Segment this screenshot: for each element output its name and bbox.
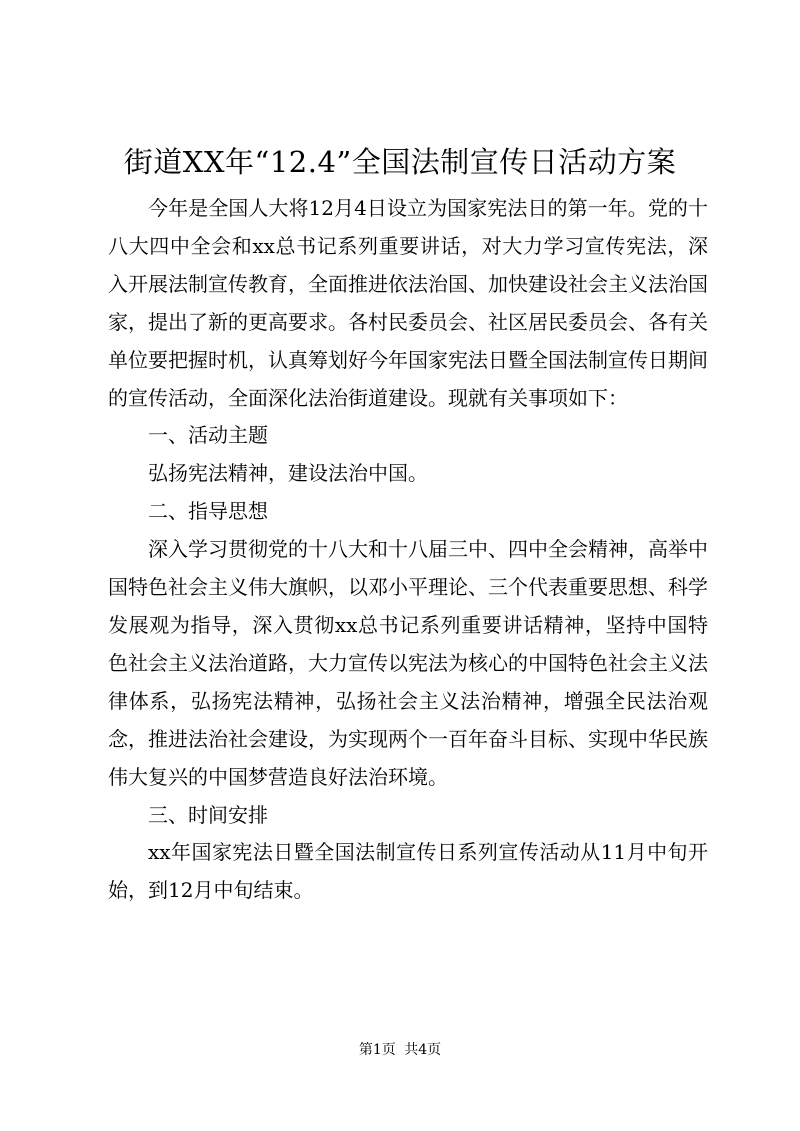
intro-paragraph: 今年是全国人大将12月4日设立为国家宪法日的第一年。党的十八大四中全会和xx总书记系列重要讲话，对大力学习宣传宪法，深入开展法制宣传教育，全面推进依法治国、加快建设社会主义法治国家，提出了新的更高要求。各村民委员会、社区居民委员会、各有关单位要把握时机，认真筹划好今年国家宪法日暨全国法制宣传日期间的宣传活动，全面深化法治街道建设。现就有关事项如下： [108,196,708,410]
page-total: 共4页 [404,1042,442,1058]
page-number: 第1页 [358,1042,396,1058]
theme-paragraph: 弘扬宪法精神，建设法治中国。 [148,461,428,486]
page-footer [0,1040,800,1060]
document-body [108,190,708,910]
section-heading-theme: 一、活动主题 [148,423,268,448]
guiding-ideology-paragraph: 深入学习贯彻党的十八大和十八届三中、四中全会精神，高举中国特色社会主义伟大旗帜，以邓小平理论、三个代表重要思想、科学发展观为指导，深入贯彻xx总书记系列重要讲话精神，坚持中国特色社会主义法治道路，大力宣传以宪法为核心的中国特色社会主义法律体系，弘扬宪法精神，弘扬社会主义法治精神，增强全民法治观念，推进法治社会建设，为实现两个一百年奋斗目标、实现中华民族伟大复兴的中国梦营造良好法治环境。 [108,537,708,789]
section-heading-schedule: 三、时间安排 [148,802,268,827]
section-heading-guiding-ideology: 二、指导思想 [148,499,268,524]
schedule-paragraph: xx年国家宪法日暨全国法制宣传日系列宣传活动从11月中旬开始，到12月中旬结束。 [108,840,708,903]
document-title: 街道XX年“12.4”全国法制宣传日活动方案 [123,145,677,179]
